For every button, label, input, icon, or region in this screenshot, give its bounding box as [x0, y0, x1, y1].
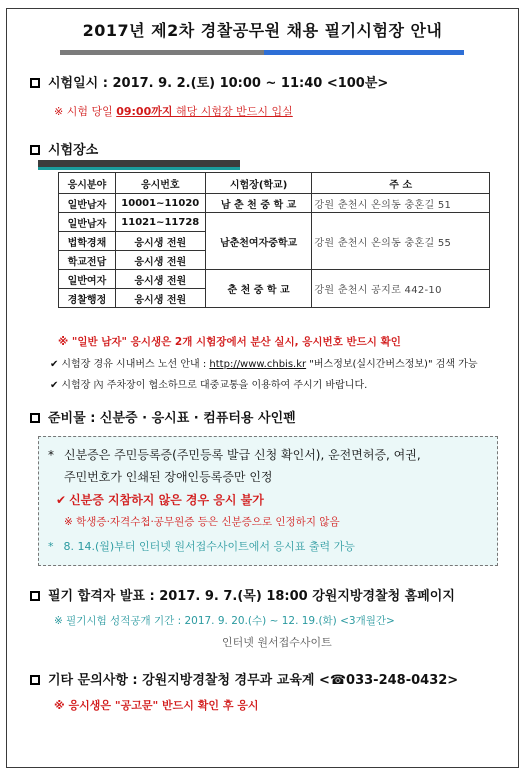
results-section	[30, 585, 455, 604]
id-exclusion-note: ※ 학생증·자격수첩·공무원증 등은 신분증으로 인정하지 않음	[64, 516, 340, 528]
title-underline-gray	[60, 50, 264, 55]
number-cell: 응시생 전원	[115, 232, 205, 251]
table-header-row	[59, 173, 490, 194]
items-label: 준비물 : 신분증 · 응시표 · 컴퓨터용 사인펜	[48, 411, 296, 426]
checkbox-square-icon	[30, 413, 40, 423]
parking-note	[50, 376, 367, 391]
checkbox-square-icon	[30, 78, 40, 88]
table-row	[59, 194, 490, 213]
field-cell: 법학경채	[59, 232, 116, 251]
checkmark-icon: ✔	[50, 359, 59, 370]
field-cell: 일반남자	[59, 194, 116, 213]
checkbox-square-icon	[30, 675, 40, 685]
school-cell: 춘 천 중 학 교	[205, 270, 312, 308]
contact-section	[30, 669, 458, 688]
id-requirement-line2: 주민번호가 인쇄된 장애인등록증만 인정	[64, 470, 273, 484]
id-requirement-line1	[48, 446, 421, 463]
field-cell: 일반여자	[59, 270, 116, 289]
arrival-note-time: 09:00까지	[116, 105, 173, 118]
bus-note-suffix: "버스정보(실시간버스정보)" 검색 가능	[306, 359, 478, 370]
school-cell: 남춘천여자중학교	[205, 213, 312, 270]
score-disclosure-note: ※ 필기시험 성적공개 기간 : 2017. 9. 20.(수) ~ 12. 19.(화) <3개월간>	[54, 615, 395, 627]
items-section	[30, 407, 296, 426]
checkbox-square-icon	[30, 591, 40, 601]
arrival-note-prefix: ※ 시험 당일	[54, 105, 117, 118]
table-header-cell: 시험장(학교)	[205, 173, 312, 194]
id-line1-text: 신분증은 주민등록증(주민등록 발급 신청 확인서), 운전면허증, 여권,	[64, 448, 421, 462]
field-cell: 경찰행정	[59, 289, 116, 308]
arrival-note-suffix: 해당 시험장 반드시 입실	[172, 105, 293, 118]
table-header-cell: 응시분야	[59, 173, 116, 194]
address-cell: 강원 춘천시 공지로 442-10	[312, 270, 490, 308]
exam-venue-section	[30, 139, 98, 158]
table-row	[59, 213, 490, 232]
parking-note-text: 시험장 內 주차장이 협소하므로 대중교통을 이용하여 주시기 바랍니다.	[61, 380, 368, 391]
id-warning	[56, 491, 264, 508]
exam-arrival-note	[54, 103, 293, 119]
id-warning-text: 신분증 지참하지 않은 경우 응시 불가	[69, 493, 264, 507]
results-label: 필기 합격자 발표 : 2017. 9. 7.(목) 18:00 강원지방경찰청 홈페이지	[48, 589, 455, 604]
checkmark-icon: ✔	[50, 380, 59, 391]
exam-datetime-label: 시험일시 : 2017. 9. 2.(토) 10:00 ~ 11:40 <100분>	[48, 76, 389, 91]
notice-check-note: ※ 응시생은 "공고문" 반드시 확인 후 응시	[54, 699, 259, 712]
table-row	[59, 270, 490, 289]
address-cell: 강원 춘천시 온의동 충혼길 55	[312, 213, 490, 270]
venue-table	[58, 172, 490, 308]
table-header-cell: 응시번호	[115, 173, 205, 194]
number-cell: 응시생 전원	[115, 270, 205, 289]
page-title: 2017년 제2차 경찰공무원 채용 필기시험장 안내	[82, 21, 443, 40]
admission-ticket-note	[48, 538, 355, 554]
number-cell: 응시생 전원	[115, 289, 205, 308]
bullet-icon: *	[48, 448, 54, 462]
number-cell: 11021~11728	[115, 213, 205, 232]
field-cell: 일반남자	[59, 213, 116, 232]
application-site-note: 인터넷 원서접수사이트	[222, 636, 332, 649]
exam-datetime-section	[30, 72, 388, 91]
contact-label: 기타 문의사항 : 강원지방경찰청 경무과 교육계 <☎033-248-0432>	[48, 673, 459, 688]
admission-ticket-text: 8. 14.(월)부터 인터넷 원서접수사이트에서 응시표 출력 가능	[63, 540, 355, 553]
venue-split-note: ※ "일반 남자" 응시생은 2개 시험장에서 분산 실시, 응시번호 반드시 확인	[58, 336, 401, 348]
number-cell: 10001~11020	[115, 194, 205, 213]
checkmark-icon: ✔	[56, 493, 67, 507]
checkbox-square-icon	[30, 145, 40, 155]
bus-note-prefix: 시험장 경유 시내버스 노선 안내 :	[61, 359, 210, 370]
field-cell: 학교전담	[59, 251, 116, 270]
venue-header-bar-accent	[38, 167, 240, 170]
address-cell: 강원 춘천시 온의동 충혼길 51	[312, 194, 490, 213]
school-cell: 남 춘 천 중 학 교	[205, 194, 312, 213]
title-underline-blue	[264, 50, 464, 55]
bullet-icon: *	[48, 540, 54, 553]
number-cell: 응시생 전원	[115, 251, 205, 270]
exam-venue-label: 시험장소	[48, 143, 99, 158]
bus-info-link[interactable]: http://www.chbis.kr	[209, 359, 307, 370]
bus-route-note	[50, 355, 478, 370]
table-header-cell: 주 소	[312, 173, 490, 194]
